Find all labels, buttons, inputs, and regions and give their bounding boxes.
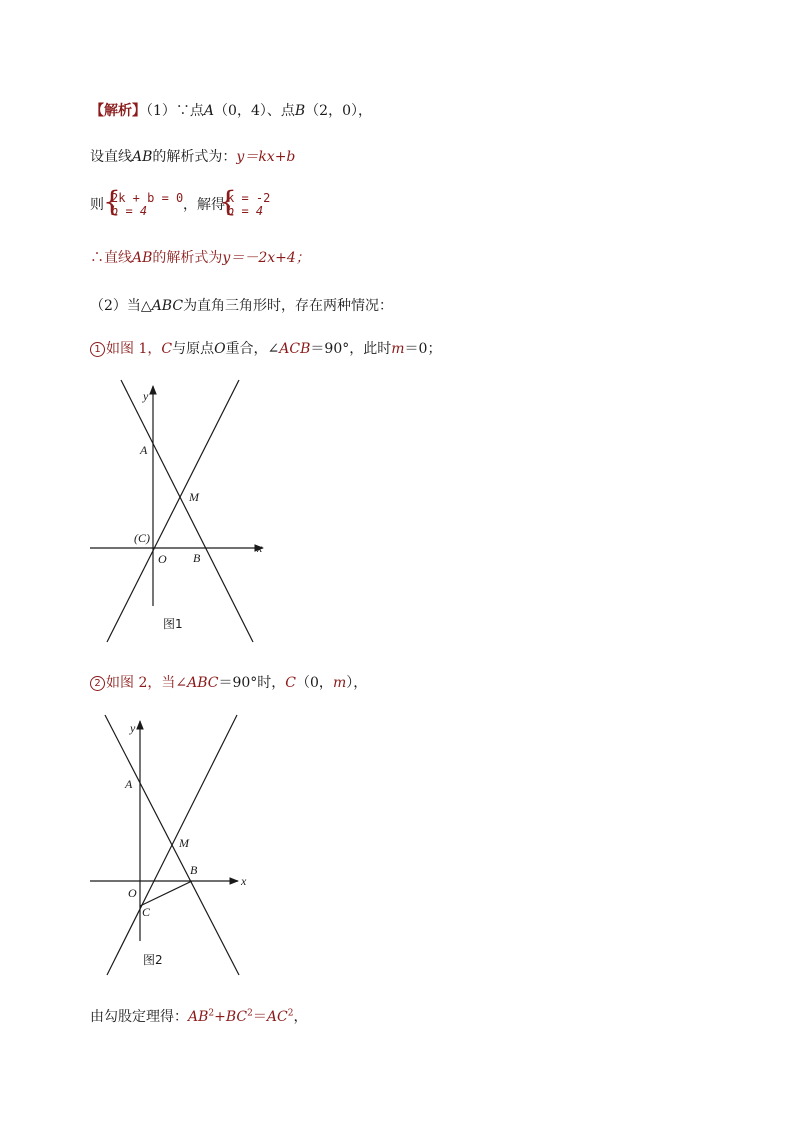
fig2-origin: O — [128, 886, 137, 900]
line-ab — [121, 380, 253, 642]
plus-sign: + — [214, 1009, 226, 1025]
point-c-label-2: C — [285, 675, 297, 691]
ab-term: AB — [188, 1009, 209, 1025]
case-1-degree: ＝90°，此时 — [310, 341, 392, 357]
line-ab-label: AB — [132, 149, 153, 165]
case-2-degree: ＝90°时， — [218, 675, 286, 691]
solution-line-2 — [90, 148, 295, 166]
m-label: m — [391, 341, 405, 357]
system-1-row-2: b = 4 — [111, 204, 148, 218]
figure-1-caption: 图1 — [163, 617, 183, 631]
angle-acb-label: ACB — [279, 341, 311, 357]
fig1-point-m: M — [189, 490, 199, 504]
part-one-text: （1）∵点 — [146, 103, 204, 119]
solve-text: ，解得 — [183, 197, 225, 213]
fig2-point-c: C — [142, 905, 151, 919]
solution-line-5 — [90, 297, 393, 315]
ac-term: AC — [266, 1009, 288, 1025]
solution-line-1 — [90, 102, 372, 120]
fig2-point-m: M — [179, 836, 189, 850]
solution-line-7 — [90, 674, 367, 692]
case-1-end: ＝0； — [404, 341, 442, 357]
point-b-coord: （2，0）， — [305, 103, 372, 119]
then-text: 则 — [90, 197, 104, 213]
case-2-end: ）， — [346, 675, 368, 691]
fig2-point-b: B — [190, 863, 198, 877]
system-2-row-1: k = -2 — [227, 191, 271, 205]
analysis-tag: 【解析】 — [90, 103, 146, 119]
system-2-row-2: b = 4 — [227, 204, 264, 218]
y-axis-label: y — [143, 389, 149, 403]
fig1-point-a: A — [140, 443, 148, 457]
figure-2-caption: 图2 — [143, 953, 163, 967]
triangle-abc-label: ABC — [151, 298, 184, 314]
pythagorean-text: 由勾股定理得： — [90, 1009, 188, 1025]
system-1-row-1: 2k + b = 0 — [111, 191, 184, 205]
fig1-origin: O — [158, 552, 167, 566]
case-1-mid2: 重合，∠ — [225, 341, 280, 357]
case-2-number: 2 — [90, 676, 105, 691]
part-two-rest: 为直角三角形时，存在两种情况： — [183, 298, 394, 314]
equals-sign: ＝ — [252, 1009, 267, 1025]
angle-abc-label: ABC — [187, 675, 219, 691]
line2-mid: 的解析式为： — [152, 149, 237, 165]
x-axis-label: x — [241, 874, 247, 888]
bc-exponent: 2 — [247, 1008, 253, 1019]
figure-2 — [85, 713, 285, 983]
point-a-coord: （0，4）、点 — [214, 103, 295, 119]
linear-equation-general: y＝kx+b — [236, 149, 296, 165]
brace-system-2: { — [219, 185, 237, 218]
solution-line-8 — [90, 1008, 307, 1026]
part-two-text: （2）当△ — [90, 298, 152, 314]
case-1-mid: 与原点 — [172, 341, 215, 357]
point-c-label: C — [161, 341, 173, 357]
solution-line-6 — [90, 340, 441, 358]
ac-exponent: 2 — [287, 1008, 294, 1019]
m-label-2: m — [332, 675, 347, 691]
y-axis-label: y — [130, 721, 136, 735]
solution-line-4 — [90, 249, 310, 267]
brace-system-1: { — [103, 185, 121, 218]
bc-term: BC — [225, 1009, 248, 1025]
line4-mid: 的解析式为 — [152, 250, 223, 266]
line-through-c — [107, 715, 237, 975]
line8-end: ， — [293, 1009, 308, 1025]
case-2-text: 如图 2，当∠ — [106, 675, 188, 691]
fig1-point-b: B — [193, 551, 201, 565]
figure-1 — [85, 378, 285, 648]
therefore-text: ∴直线 — [90, 250, 132, 266]
line2-text: 设直线 — [90, 149, 132, 165]
point-a-label: A — [203, 103, 215, 119]
solution-line-3 — [90, 196, 104, 214]
point-b-label: B — [294, 103, 306, 119]
x-axis-label: x — [257, 541, 263, 555]
case-1-text: 如图 1， — [106, 341, 162, 357]
ab-exponent: 2 — [208, 1008, 215, 1019]
origin-label: O — [214, 341, 226, 357]
fig1-point-c: (C) — [134, 531, 150, 545]
case-1-number: 1 — [90, 342, 105, 357]
line-through-origin — [107, 380, 239, 642]
line-ab-label-2: AB — [132, 250, 153, 266]
case-2-coord: （0， — [296, 675, 333, 691]
fig2-point-a: A — [125, 777, 133, 791]
linear-equation-result: y＝－2x+4； — [222, 250, 310, 266]
